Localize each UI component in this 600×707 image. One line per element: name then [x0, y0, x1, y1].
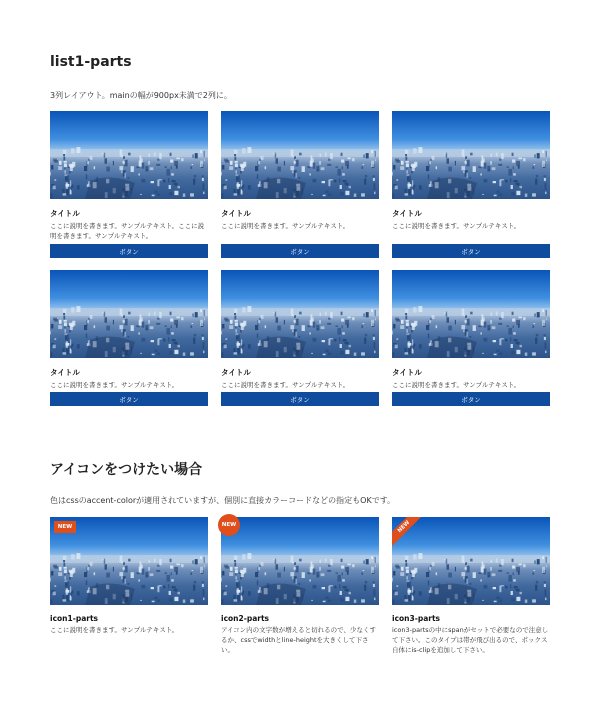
city-photo: [221, 111, 379, 199]
city-photo: [50, 517, 208, 605]
card-title: タイトル: [392, 368, 422, 377]
card-3: [392, 111, 550, 231]
card-title: タイトル: [392, 209, 422, 218]
new-badge: NEW: [218, 514, 240, 536]
icon-card-2: [221, 517, 379, 655]
card-6: [392, 270, 550, 390]
card-text: ここに説明を書きます。サンプルテキスト。: [221, 381, 350, 389]
section-description-icons: 色はcssのaccent-colorが適用されていますが、個別に直接カラーコードなどの指定もOKです。: [50, 496, 396, 505]
city-photo: [50, 270, 208, 358]
card-title: タイトル: [50, 368, 80, 377]
card-4: [50, 270, 208, 390]
card-button[interactable]: ボタン: [392, 244, 550, 258]
card-button[interactable]: ボタン: [221, 392, 379, 406]
card-title: icon3-parts: [392, 614, 441, 623]
section-title-icons: アイコンをつけたい場合: [50, 462, 203, 478]
city-photo: [392, 111, 550, 199]
icon-card-3: [392, 517, 550, 655]
city-photo: [50, 111, 208, 199]
card-text: ここに説明を書きます。サンプルテキスト。: [392, 381, 521, 389]
card-text: ここに説明を書きます。サンプルテキスト。ここに説明を書きます。サンプルテキスト。: [50, 222, 205, 240]
new-ribbon: NEW: [392, 517, 426, 549]
city-photo: [392, 517, 550, 605]
card-5: [221, 270, 379, 390]
new-badge: NEW: [54, 521, 76, 533]
card-text: icon3-partsの中にspanがセットで必要なので注意して下さい。このタイプは帯が飛び出るので、ボックス自体にis-clipを追加して下さい。: [392, 626, 549, 654]
city-photo: [221, 517, 379, 605]
card-text: アイコン内の文字数が増えると切れるので、少なくするか、cssでwidthとline-heightを大きくして下さい。: [221, 626, 377, 654]
card-text: ここに説明を書きます。サンプルテキスト。: [50, 381, 179, 389]
card-text: ここに説明を書きます。サンプルテキスト。: [50, 626, 179, 634]
card-title: タイトル: [221, 209, 251, 218]
card-1: [50, 111, 208, 241]
icon-card-1: [50, 517, 208, 635]
card-button[interactable]: ボタン: [50, 392, 208, 406]
card-title: タイトル: [50, 209, 80, 218]
card-2: [221, 111, 379, 231]
card-title: icon2-parts: [221, 614, 270, 623]
card-title: icon1-parts: [50, 614, 99, 623]
card-button[interactable]: ボタン: [221, 244, 379, 258]
city-photo: [392, 270, 550, 358]
card-title: タイトル: [221, 368, 251, 377]
section-title-list1: list1-parts: [50, 54, 132, 70]
card-button[interactable]: ボタン: [50, 244, 208, 258]
card-text: ここに説明を書きます。サンプルテキスト。: [392, 222, 521, 230]
city-photo: [221, 270, 379, 358]
card-text: ここに説明を書きます。サンプルテキスト。: [221, 222, 350, 230]
section-description-list1: 3列レイアウト。mainの幅が900px未満で2列に。: [50, 91, 232, 100]
card-button[interactable]: ボタン: [392, 392, 550, 406]
